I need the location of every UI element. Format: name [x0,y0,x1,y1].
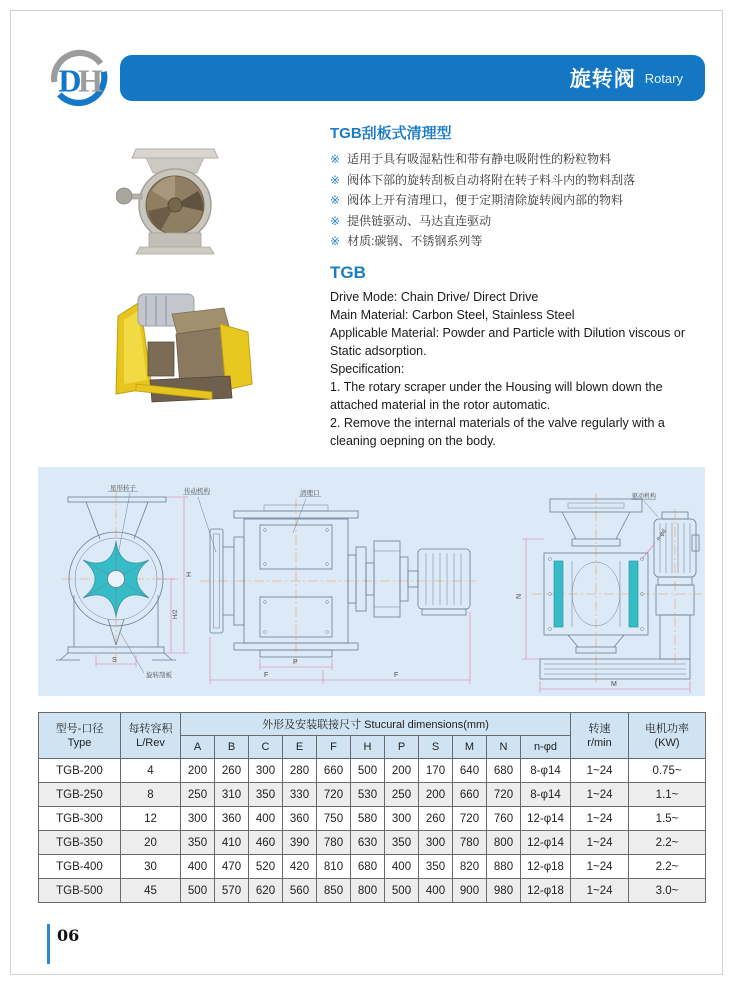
dim-col-header: M [453,736,487,759]
value-cell: 8-φ14 [521,783,571,807]
value-cell: 300 [249,759,283,783]
value-cell: 420 [283,855,317,879]
bullet-marker: ※ [330,172,341,187]
value-cell: 400 [181,855,215,879]
page-number-accent-bar [47,924,50,964]
bullet-item [330,190,712,211]
bullet-marker: ※ [330,152,341,166]
value-cell: 760 [487,807,521,831]
bullet-item [330,211,712,232]
section-title-zh: 旋转阀 [569,68,636,91]
callout-scraper: 旋转刮板 [146,672,172,679]
dim-col-header: H [351,736,385,759]
dim-h2: H/2 [173,609,179,619]
value-cell: 470 [215,855,249,879]
value-cell: 170 [419,759,453,783]
value-cell: 640 [453,759,487,783]
value-cell: 390 [283,831,317,855]
model-cell: TGB-200 [39,759,121,783]
engineering-drawing [38,467,705,696]
dh-logo-graphic [46,46,112,112]
value-cell: 0.75~ [629,759,706,783]
dim-s: S [112,657,117,664]
value-cell: 310 [215,783,249,807]
value-cell: 200 [385,759,419,783]
value-cell: 560 [283,879,317,903]
value-cell: 900 [453,879,487,903]
value-cell: 12-φ14 [521,831,571,855]
value-cell: 520 [249,855,283,879]
dim-n: N [516,593,523,599]
dim-col-header: S [419,736,453,759]
value-cell: 300 [181,807,215,831]
dim-col-header: B [215,736,249,759]
value-cell: 1~24 [571,855,629,879]
value-cell: 300 [385,807,419,831]
value-cell: 460 [249,831,283,855]
table-row [39,807,706,831]
value-cell: 500 [385,879,419,903]
value-cell: 980 [487,879,521,903]
value-cell: 45 [121,879,181,903]
dim-f2: F [394,672,399,679]
side-view [183,486,476,684]
spec-line: 1. The rotary scraper under the Housing will blown down the attached material in the rotor automatic. [330,379,663,412]
dh-logo [46,46,112,112]
dim-col-header: C [249,736,283,759]
bullet-text: 阀体下部的旋转刮板自动将附在转子料斗内的物料刮落 [347,172,636,187]
model-cell: TGB-250 [39,783,121,807]
value-cell: 8 [121,783,181,807]
value-cell: 680 [351,855,385,879]
value-cell: 200 [181,759,215,783]
callout-drive-mech: 传动机构 [184,488,210,495]
value-cell: 400 [249,807,283,831]
dim-col-header: F [317,736,351,759]
value-cell: 350 [249,783,283,807]
dim-p: P [293,659,298,666]
spec-line: Main Material: Carbon Steel, Stainless Steel [330,307,575,322]
value-cell: 820 [453,855,487,879]
callout-drive-motor: 驱动机构 [632,494,657,500]
value-cell: 12-φ14 [521,807,571,831]
value-cell: 20 [121,831,181,855]
product-photo-valve-front [116,141,234,259]
dim-n-phi-d: n-φd [655,528,668,543]
bullet-text: 阀体上开有清理口，便于定期清除旋转阀内部的物料 [347,193,624,207]
value-cell: 350 [419,855,453,879]
spec-lines [330,288,712,450]
logo-letter-h: H [77,63,103,99]
dim-h: H [186,571,193,577]
technical-drawing-panel [38,467,705,696]
bullet-text: 适用于具有吸湿粘性和带有静电吸附性的粉粒物料 [347,152,612,166]
col-header-power: 电机功率 (KW) [629,713,706,759]
table-row [39,783,706,807]
value-cell: 880 [487,855,521,879]
value-cell: 360 [215,807,249,831]
value-cell: 780 [453,831,487,855]
value-cell: 200 [419,783,453,807]
logo-letter-d: D [58,63,82,99]
value-cell: 30 [121,855,181,879]
intro-bullets [330,149,712,252]
value-cell: 8-φ14 [521,759,571,783]
value-cell: 250 [181,783,215,807]
value-cell: 720 [317,783,351,807]
table-row [39,879,706,903]
table-row [39,759,706,783]
value-cell: 360 [283,807,317,831]
callout-rotor: 星形转子 [110,485,136,492]
value-cell: 750 [317,807,351,831]
value-cell: 1~24 [571,879,629,903]
dim-col-header: N [487,736,521,759]
value-cell: 260 [419,807,453,831]
page-number: 06 [57,926,80,945]
value-cell: 260 [215,759,249,783]
dim-m: M [611,681,617,688]
table-body [39,759,706,903]
value-cell: 680 [487,759,521,783]
bullet-text: 材质:碳钢、不锈钢系列等 [347,234,483,248]
value-cell: 280 [283,759,317,783]
section-title-en: Rotary [644,70,683,86]
value-cell: 2.2~ [629,831,706,855]
value-cell: 570 [215,879,249,903]
value-cell: 1~24 [571,807,629,831]
product-photo-valve-drive [108,284,260,408]
col-header-dimensions: 外形及安装联接尺寸 Stucural dimensions(mm) [181,713,571,736]
col-header-type: 型号-口径 Type [39,713,121,759]
value-cell: 1~24 [571,831,629,855]
value-cell: 1~24 [571,783,629,807]
callout-clean-port: 清理口 [300,490,320,497]
bullet-item [330,170,712,191]
dim-col-header: P [385,736,419,759]
value-cell: 720 [453,807,487,831]
value-cell: 530 [351,783,385,807]
value-cell: 4 [121,759,181,783]
bullet-marker: ※ [330,193,341,207]
spec-line: Applicable Material: Powder and Particle with Dilution viscous or Static adsorption. [330,325,686,358]
dimensions-table [38,712,706,903]
value-cell: 800 [351,879,385,903]
value-cell: 810 [317,855,351,879]
value-cell: 350 [385,831,419,855]
value-cell: 660 [317,759,351,783]
spec-line: 2. Remove the internal materials of the valve regularly with a cleaning oepning on the body. [330,415,665,448]
section-header-bar [120,55,705,101]
model-cell: TGB-400 [39,855,121,879]
value-cell: 400 [419,879,453,903]
bullet-item [330,149,712,170]
bullet-item [330,231,712,252]
dim-col-header: n-φd [521,736,571,759]
value-cell: 300 [419,831,453,855]
table-row [39,831,706,855]
col-header-volume: 每转容积 L/Rev [121,713,181,759]
value-cell: 350 [181,831,215,855]
front-view [56,483,193,679]
value-cell: 330 [283,783,317,807]
value-cell: 1~24 [571,759,629,783]
model-cell: TGB-350 [39,831,121,855]
dim-col-header: A [181,736,215,759]
model-cell: TGB-300 [39,807,121,831]
value-cell: 660 [453,783,487,807]
table-row [39,855,706,879]
value-cell: 850 [317,879,351,903]
value-cell: 620 [249,879,283,903]
col-header-speed: 转速 r/min [571,713,629,759]
value-cell: 800 [487,831,521,855]
value-cell: 780 [317,831,351,855]
value-cell: 720 [487,783,521,807]
value-cell: 580 [351,807,385,831]
end-view [516,492,702,693]
value-cell: 12-φ18 [521,879,571,903]
dim-f1: F [264,672,269,679]
value-cell: 410 [215,831,249,855]
spec-line: Specification: [330,361,405,376]
value-cell: 2.2~ [629,855,706,879]
spec-line: Drive Mode: Chain Drive/ Direct Drive [330,289,539,304]
model-cell: TGB-500 [39,879,121,903]
bullet-text: 提供链驱动、马达直连驱动 [347,213,492,228]
value-cell: 1.1~ [629,783,706,807]
value-cell: 630 [351,831,385,855]
dim-col-header: E [283,736,317,759]
value-cell: 500 [351,759,385,783]
value-cell: 1.5~ [629,807,706,831]
description-column [330,124,712,450]
value-cell: 12 [121,807,181,831]
bullet-marker: ※ [330,213,341,228]
product-type-title: TGB刮板式清理型 [330,125,452,142]
value-cell: 3.0~ [629,879,706,903]
bullet-marker: ※ [330,234,341,248]
value-cell: 500 [181,879,215,903]
value-cell: 12-φ18 [521,855,571,879]
value-cell: 250 [385,783,419,807]
value-cell: 400 [385,855,419,879]
model-heading: TGB [330,262,366,282]
